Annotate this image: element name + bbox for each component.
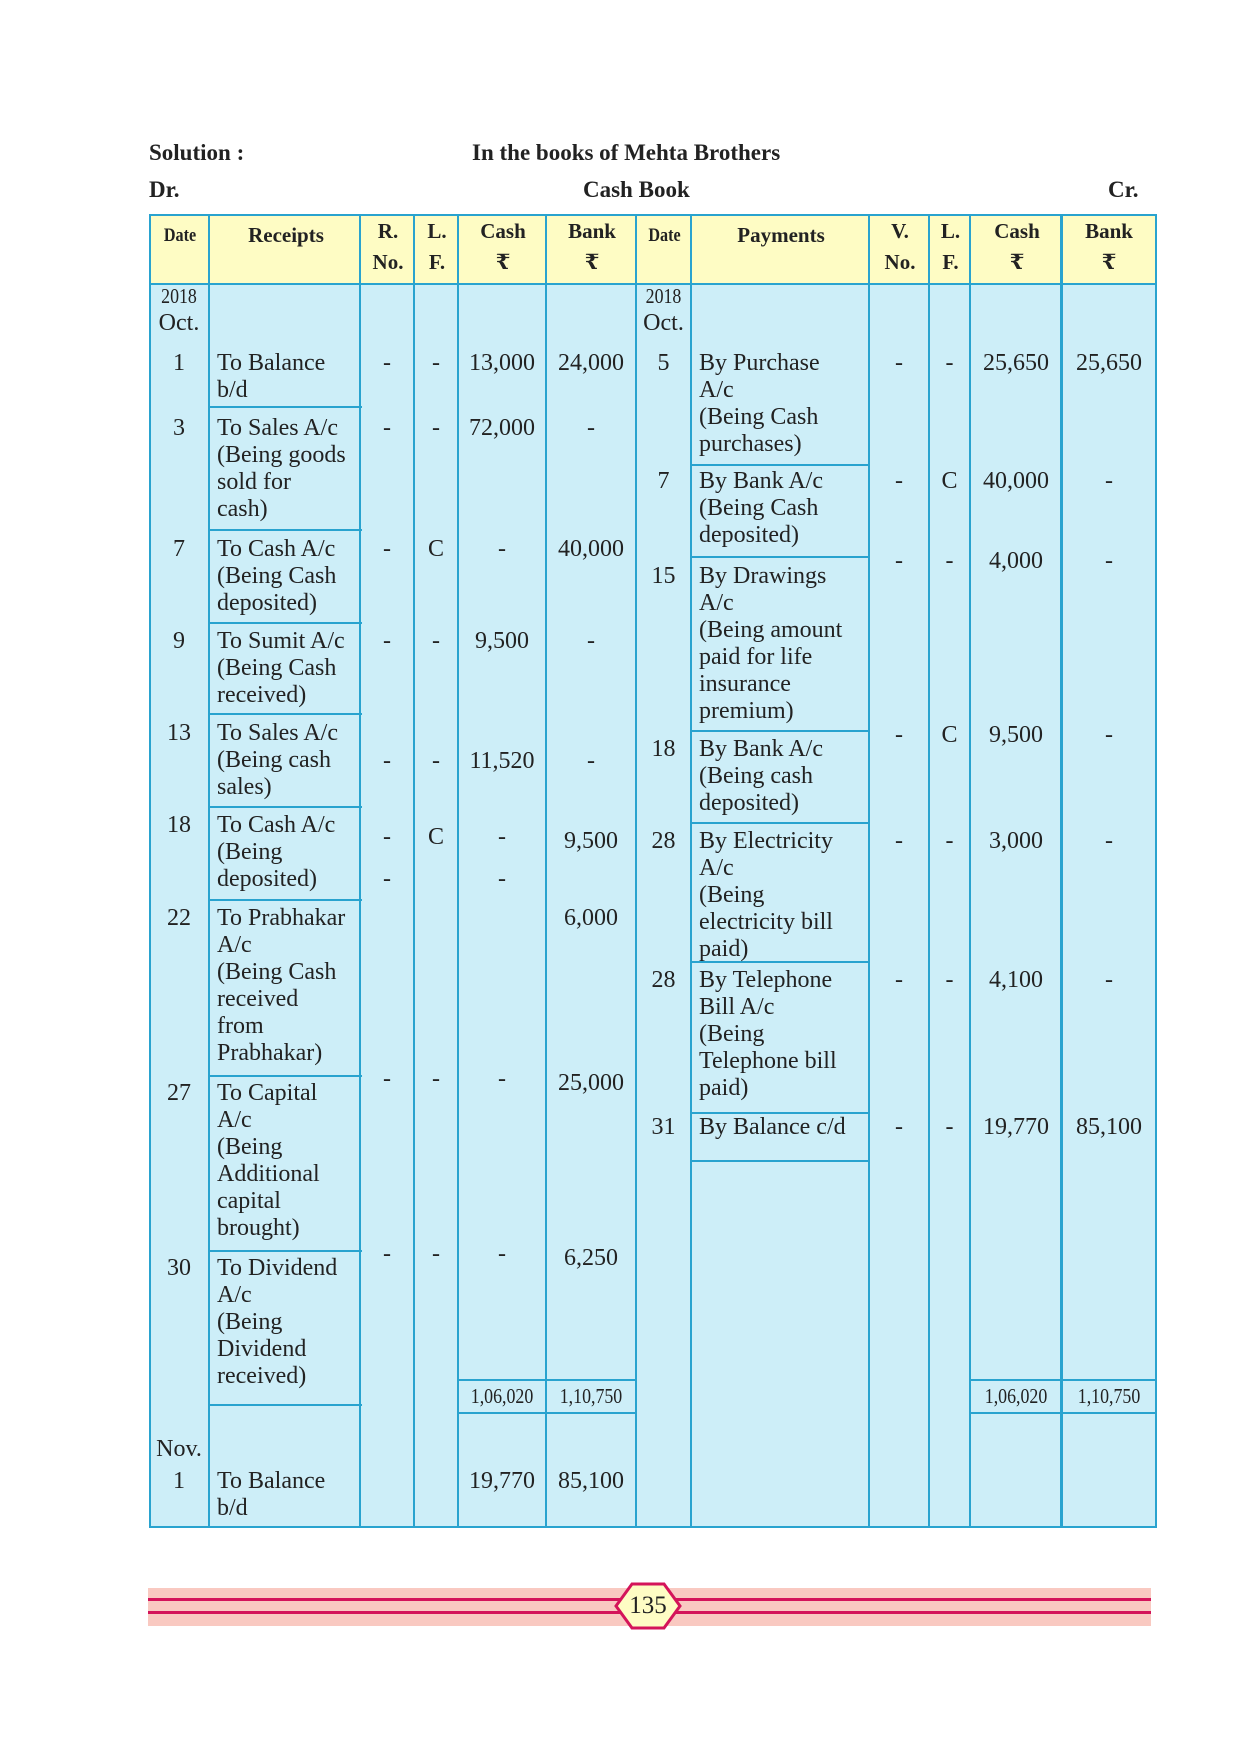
payment-cash: 4,000 — [989, 548, 1043, 574]
receipt-bank: 25,000 — [558, 1070, 624, 1096]
payment-v-no: - — [895, 1114, 903, 1140]
payment-v-no: - — [895, 548, 903, 574]
receipt-date: 7 — [173, 536, 185, 562]
payment-particulars: By Electricity A/c (Being electricity bill paid) — [699, 828, 833, 962]
payment-cash: 25,650 — [983, 350, 1049, 376]
cr-bank-total: 1,10,750 — [1077, 1384, 1141, 1408]
payment-cash: 19,770 — [983, 1114, 1049, 1140]
receipt-r-no: - — [383, 866, 391, 892]
receipt-lf: - — [432, 1066, 440, 1092]
receipt-date: 18 — [167, 812, 191, 838]
dr-month: Oct. — [158, 310, 200, 336]
col-v-no: V. No. — [884, 219, 916, 274]
receipt-cash: 11,520 — [469, 748, 535, 774]
payment-bank: - — [1105, 828, 1113, 854]
receipt-bank: - — [587, 415, 595, 441]
payment-cash: 9,500 — [989, 722, 1043, 748]
col-dr-cash: Cash ₹ — [480, 219, 526, 274]
payment-v-no: - — [895, 722, 903, 748]
receipt-date: 9 — [173, 628, 185, 654]
receipt-r-no: - — [383, 1241, 391, 1267]
nov-month: Nov. — [156, 1436, 202, 1462]
receipt-particulars: To Balance b/d — [217, 350, 326, 403]
dr-year: 2018 — [161, 284, 197, 308]
receipt-bank: 24,000 — [558, 350, 624, 376]
col-payments: Payments — [737, 223, 825, 247]
receipt-r-no: - — [383, 350, 391, 376]
payment-bank: 25,650 — [1076, 350, 1142, 376]
receipt-cash: - — [498, 536, 506, 562]
col-cr-lf: L. F. — [940, 219, 961, 274]
payment-particulars: By Bank A/c (Being cash deposited) — [699, 736, 823, 816]
receipt-lf: - — [432, 350, 440, 376]
closing-bank: 85,100 — [558, 1468, 624, 1494]
receipt-particulars: To Sales A/c (Being goods sold for cash) — [217, 415, 346, 522]
receipt-r-no: - — [383, 628, 391, 654]
receipt-cash: 9,500 — [475, 628, 529, 654]
solution-label: Solution : — [149, 140, 245, 165]
receipt-bank: - — [587, 628, 595, 654]
payment-lf: - — [945, 1114, 954, 1140]
receipt-bank: 9,500 — [564, 828, 618, 854]
receipt-r-no: - — [383, 1066, 391, 1092]
col-dr-date: Date — [163, 225, 197, 246]
receipt-lf: - — [432, 1241, 440, 1267]
receipt-r-no: - — [383, 415, 391, 441]
payment-bank: - — [1105, 468, 1113, 494]
payment-cash: 3,000 — [989, 828, 1043, 854]
receipt-r-no: - — [383, 536, 391, 562]
dr-bank-total: 1,10,750 — [559, 1384, 623, 1408]
receipt-particulars: To Cash A/c (Being deposited) — [217, 812, 336, 892]
receipt-bank: 6,250 — [564, 1245, 618, 1271]
payment-v-no: - — [895, 350, 903, 376]
payment-bank: - — [1105, 722, 1113, 748]
payment-date: 28 — [651, 828, 676, 854]
col-cr-cash: Cash ₹ — [994, 219, 1040, 274]
receipt-lf: C — [427, 824, 444, 850]
page-title: Cash Book — [583, 177, 690, 202]
receipt-particulars: To Cash A/c (Being Cash deposited) — [217, 536, 337, 616]
closing-particulars: To Balance b/d — [217, 1468, 326, 1521]
payment-date: 18 — [651, 736, 676, 762]
receipt-cash: 72,000 — [469, 415, 535, 441]
receipt-lf: C — [427, 536, 444, 562]
payment-particulars: By Drawings A/c (Being amount paid for life insurance premium) — [699, 563, 843, 724]
page-number: 135 — [629, 1592, 667, 1619]
payment-lf: - — [945, 828, 954, 854]
payment-date: 28 — [651, 967, 676, 993]
cr-label: Cr. — [1108, 177, 1139, 202]
receipt-date: 22 — [167, 905, 191, 931]
cr-cash-total: 1,06,020 — [984, 1384, 1048, 1408]
dr-cash-total: 1,06,020 — [470, 1384, 534, 1408]
receipt-date: 13 — [167, 720, 191, 746]
payment-lf: - — [945, 967, 954, 993]
payment-cash: 4,100 — [989, 967, 1043, 993]
payment-lf: C — [941, 468, 958, 494]
payment-bank: - — [1105, 967, 1113, 993]
closing-cash: 19,770 — [469, 1468, 535, 1494]
receipt-bank: 40,000 — [558, 536, 624, 562]
payment-cash: 40,000 — [983, 468, 1049, 494]
receipt-date: 1 — [173, 350, 185, 376]
receipt-lf: - — [432, 415, 440, 441]
table-border — [149, 214, 1157, 1528]
payment-lf: - — [945, 350, 954, 376]
receipt-r-no: - — [383, 748, 391, 774]
books-title: In the books of Mehta Brothers — [472, 140, 781, 165]
receipt-bank: 6,000 — [564, 905, 618, 931]
col-cr-bank: Bank ₹ — [1085, 219, 1133, 274]
receipt-particulars: To Sumit A/c (Being Cash received) — [217, 628, 345, 708]
col-dr-bank: Bank ₹ — [568, 219, 616, 274]
payment-particulars: By Bank A/c (Being Cash deposited) — [699, 468, 823, 548]
receipt-particulars: To Prabhakar A/c (Being Cash received from Prabhakar) — [217, 905, 346, 1066]
payment-date: 7 — [657, 468, 670, 494]
receipt-cash: 13,000 — [469, 350, 535, 376]
receipt-lf: - — [432, 748, 440, 774]
payment-date: 5 — [657, 350, 670, 376]
receipt-particulars: To Capital A/c (Being Additional capital brought) — [217, 1080, 320, 1241]
payment-v-no: - — [895, 468, 903, 494]
cr-month: Oct. — [643, 310, 684, 336]
col-receipts: Receipts — [248, 223, 324, 247]
receipt-particulars: To Dividend A/c (Being Dividend received) — [217, 1255, 338, 1389]
payment-date: 31 — [651, 1114, 676, 1140]
receipt-lf: - — [432, 628, 440, 654]
payment-bank: 85,100 — [1076, 1114, 1142, 1140]
col-r-no: R. No. — [372, 219, 404, 274]
receipt-date: 3 — [173, 415, 185, 441]
receipt-date: 30 — [167, 1255, 191, 1281]
receipt-cash: - — [498, 824, 506, 850]
dr-label: Dr. — [149, 177, 180, 202]
receipt-date: 27 — [167, 1080, 191, 1106]
receipt-cash: - — [498, 1066, 506, 1092]
receipt-r-no: - — [383, 824, 391, 850]
cr-year: 2018 — [645, 284, 682, 308]
receipt-cash: - — [498, 1241, 506, 1267]
payment-particulars: By Telephone Bill A/c (Being Telephone bill paid) — [699, 967, 837, 1101]
payment-v-no: - — [895, 828, 903, 854]
payment-date: 15 — [651, 563, 676, 589]
closing-date: 1 — [173, 1468, 185, 1494]
receipt-particulars: To Sales A/c (Being cash sales) — [217, 720, 338, 800]
col-dr-lf: L. F. — [427, 219, 447, 274]
receipt-cash: - — [498, 866, 506, 892]
payment-v-no: - — [895, 967, 903, 993]
payment-bank: - — [1105, 548, 1113, 574]
payment-particulars: By Purchase A/c (Being Cash purchases) — [699, 350, 820, 457]
payment-particulars: By Balance c/d — [699, 1114, 846, 1140]
payment-lf: C — [941, 722, 958, 748]
col-cr-date: Date — [648, 225, 681, 246]
payment-lf: - — [945, 548, 954, 574]
receipt-bank: - — [587, 748, 595, 774]
